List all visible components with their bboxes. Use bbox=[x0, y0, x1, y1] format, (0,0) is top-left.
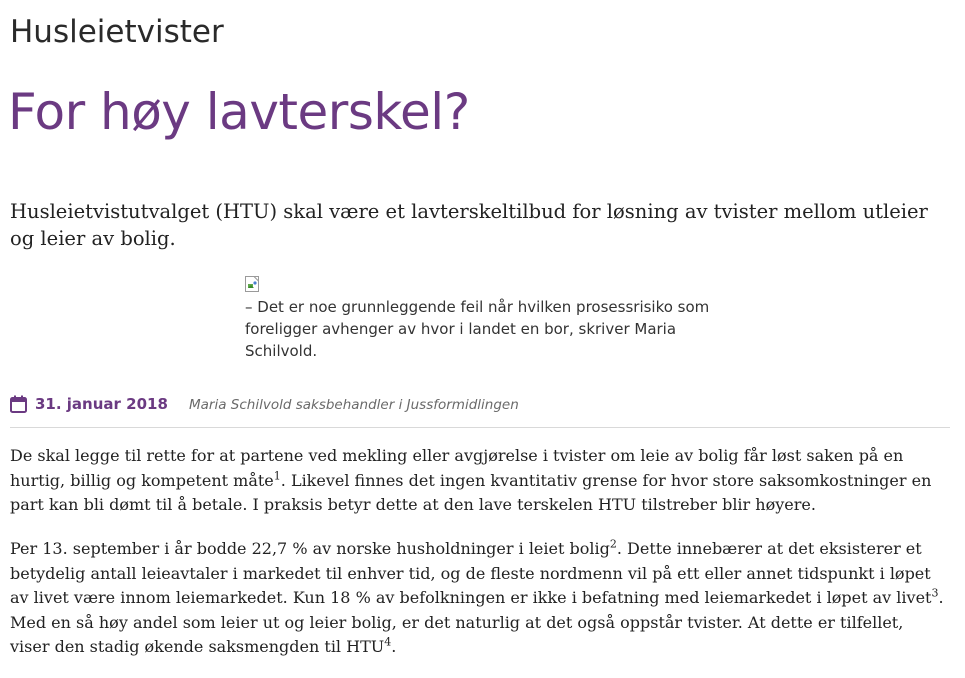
broken-image-icon bbox=[245, 276, 261, 292]
footnote-ref-4[interactable]: 4 bbox=[384, 635, 392, 649]
footnote-ref-2[interactable]: 2 bbox=[609, 537, 617, 551]
body-text-segment: De skal legge til rette for at partene ved mekling eller avgjørelse i tvister om leie av bolig får løst saken på en hurtig, billig og kompetent måte bbox=[10, 446, 904, 490]
author-byline: Maria Schilvold saksbehandler i Jussformidlingen bbox=[189, 397, 519, 413]
calendar-icon bbox=[10, 395, 27, 413]
article-title: For høy lavterskel? bbox=[8, 83, 470, 141]
body-text-segment: . Med en så høy andel som leier ut og leier bolig, er det naturlig at det også oppstår tvister. At dette er tilfellet, viser den stadig økende saksmengden til HTU bbox=[10, 588, 944, 656]
body-text-segment: . Likevel finnes det ingen kvantitativ grense for hvor store saksomkostninger en part kan bli dømt til å betale. I praksis betyr dette at den lave terskelen HTU tilstreber blir høyere. bbox=[10, 470, 932, 514]
footnote-ref-1[interactable]: 1 bbox=[273, 469, 281, 483]
body-text-segment: . Dette innebærer at det eksisterer et betydelig antall leieavtaler i markedet til enhver tid, og de fleste nordmenn vil på ett eller annet tidspunkt i løpet av livet være innom leiemarkedet. Kun 18 % av befolkningen er ikke i befatning med leiemarkedet i løpet av livet bbox=[10, 539, 932, 607]
article-category: Husleietvister bbox=[10, 14, 224, 50]
article-lead: Husleietvistutvalget (HTU) skal være et lavterskeltilbud for løsning av tvister mellom utleier og leier av bolig. bbox=[10, 200, 928, 250]
article-figure bbox=[245, 276, 725, 362]
image-caption: – Det er noe grunnleggende feil når hvilken prosessrisiko som foreligger avhenger av hvor i landet en bor, skriver Maria Schilvold. bbox=[245, 298, 710, 360]
body-text-segment: . bbox=[391, 637, 397, 656]
body-text-segment: Per 13. september i år bodde 22,7 % av norske husholdninger i leiet bolig bbox=[10, 539, 610, 558]
publish-date: 31. januar 2018 bbox=[35, 395, 168, 413]
body-paragraph-1 bbox=[10, 444, 945, 518]
body-paragraph-2 bbox=[10, 537, 945, 660]
footnote-ref-3[interactable]: 3 bbox=[931, 586, 939, 600]
article-meta bbox=[10, 393, 950, 428]
